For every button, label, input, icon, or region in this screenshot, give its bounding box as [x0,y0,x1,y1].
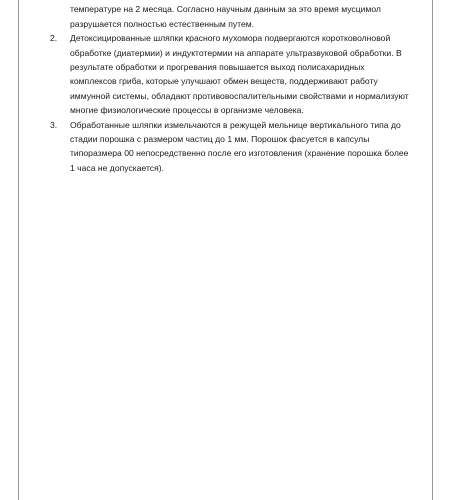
list-item-text: Детоксицированные шляпки красного мухомора подвергаются коротковолновой обработке (диатермии) и индуктотермии на аппарате ультразвуковой обработки. В результате обработки и прогревания повышается выход полисахаридных комплексов гриба, которые улучшают обмен веществ, поддерживают работу иммунной системы, обладают противовоспалительными свойствами и нормализуют многие физиологические процессы в организме человека. [70,33,409,116]
list-item-text: Обработанные шляпки измельчаются в режущей мельнице вертикального типа до стадии порошка с размером частиц до 1 мм. Порошок фасуется в капсулы типоразмера 00 непосредственно после его изготовления (хранение порошка более 1 часа не допускается). [70,119,409,173]
list-item [50,31,412,117]
continued-paragraph: температуре на 2 месяца. Согласно научным данным за это время мусцимол разрушается полностью естественным путем. [70,4,381,29]
list-item [50,118,412,176]
numbered-list [50,31,412,175]
list-item-number: 3. [50,119,58,130]
list-item-number: 2. [50,33,58,44]
document-body [50,0,412,175]
